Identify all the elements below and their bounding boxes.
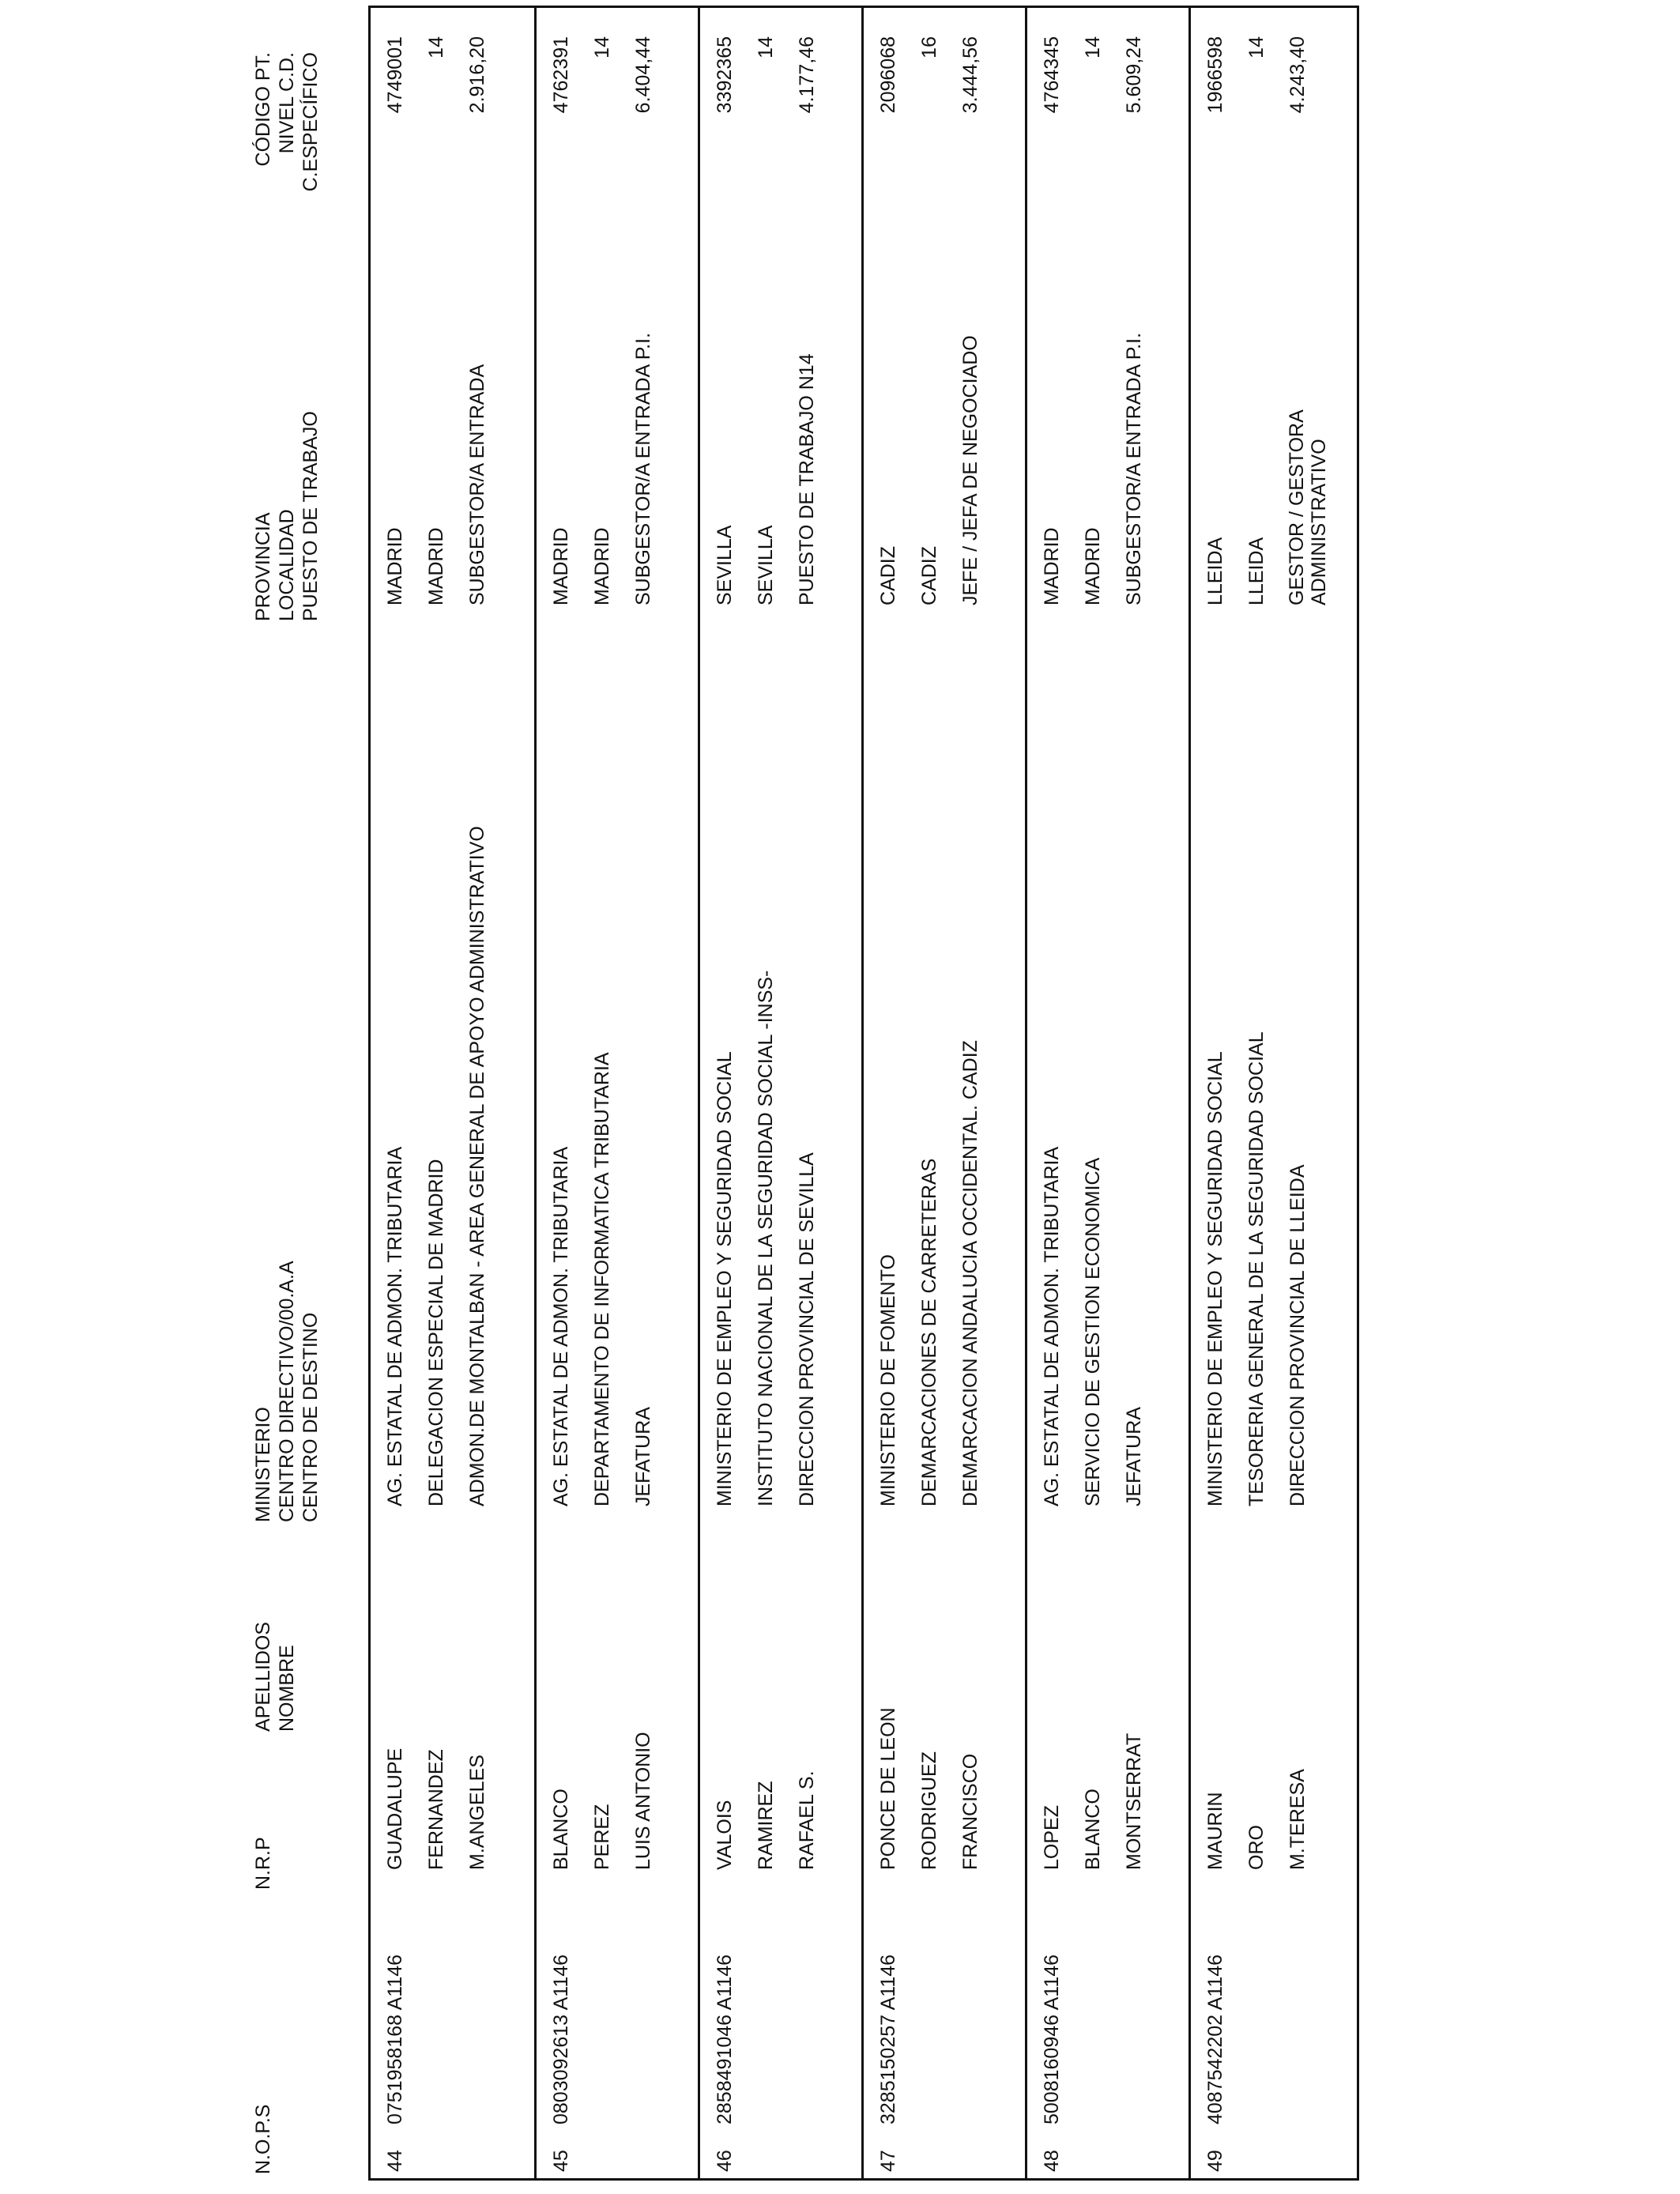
codigo-pt: 1966598 bbox=[1204, 36, 1226, 114]
header-especifico-label: C.ESPECÍFICO bbox=[299, 52, 322, 192]
puesto: JEFE / JEFA DE NEGOCIADO bbox=[959, 335, 981, 605]
provincia: LLEIDA bbox=[1204, 537, 1226, 605]
apellido-2: RAMIREZ bbox=[755, 1781, 777, 1870]
data-table bbox=[368, 6, 1359, 2181]
provincia: MADRID bbox=[384, 527, 406, 605]
row-number: 48 bbox=[1041, 2150, 1063, 2172]
apellido-2: ORO bbox=[1245, 1825, 1268, 1870]
centro-destino: DEMARCACION ANDALUCIA OCCIDENTAL. CADIZ bbox=[959, 1040, 981, 1506]
apellido-1: PONCE DE LEON bbox=[877, 1707, 899, 1870]
localidad: CADIZ bbox=[918, 546, 940, 605]
nombre: RAFAEL S. bbox=[796, 1770, 818, 1870]
localidad: MADRID bbox=[1082, 527, 1104, 605]
header-nivel-label: NIVEL C.D. bbox=[276, 52, 298, 154]
centro-destino: DIRECCION PROVINCIAL DE LLEIDA bbox=[1286, 1164, 1309, 1506]
header-nrp bbox=[251, 1837, 275, 1890]
header-codigo-label: CÓDIGO PT. bbox=[252, 52, 274, 167]
centro-destino: JEFATURA bbox=[632, 1407, 654, 1506]
apellido-1: VALOIS bbox=[714, 1800, 736, 1870]
centro-directivo: DEPARTAMENTO DE INFORMATICA TRIBUTARIA bbox=[591, 1052, 613, 1506]
table-row bbox=[371, 8, 534, 2178]
nrp-value: 3285150257 A1146 bbox=[877, 1954, 899, 2124]
nrp-value: 5008160946 A1146 bbox=[1041, 1954, 1063, 2124]
puesto: SUBGESTOR/A ENTRADA P.I. bbox=[632, 332, 654, 605]
row-number: 44 bbox=[384, 2150, 406, 2172]
centro-directivo: TESORERIA GENERAL DE LA SEGURIDAD SOCIAL bbox=[1245, 1031, 1268, 1506]
complemento-especifico: 4.243,40 bbox=[1286, 36, 1309, 114]
puesto: SUBGESTOR/A ENTRADA P.I. bbox=[1123, 332, 1145, 605]
centro-destino: DIRECCION PROVINCIAL DE SEVILLA bbox=[796, 1152, 818, 1506]
header-centro-destino-label: CENTRO DE DESTINO bbox=[299, 1312, 322, 1522]
centro-directivo: INSTITUTO NACIONAL DE LA SEGURIDAD SOCIAL -INSS- bbox=[755, 970, 777, 1506]
provincia: MADRID bbox=[550, 527, 572, 605]
centro-destino: JEFATURA bbox=[1123, 1407, 1145, 1506]
apellido-2: FERNANDEZ bbox=[425, 1749, 447, 1870]
localidad: SEVILLA bbox=[755, 525, 777, 605]
header-provincia-label: PROVINCIA bbox=[252, 512, 274, 621]
puesto: SUBGESTOR/A ENTRADA bbox=[466, 364, 488, 605]
codigo-pt: 4764345 bbox=[1041, 36, 1063, 114]
nrp-value: 2858491046 A1146 bbox=[714, 1954, 736, 2124]
provincia: MADRID bbox=[1041, 527, 1063, 605]
localidad: LLEIDA bbox=[1245, 537, 1268, 605]
header-codigo-nivel bbox=[251, 52, 322, 218]
codigo-pt: 4762391 bbox=[550, 36, 572, 114]
header-apellidos-nombre bbox=[251, 1622, 299, 1732]
centro-directivo: DELEGACION ESPECIAL DE MADRID bbox=[425, 1159, 447, 1506]
complemento-especifico: 4.177,46 bbox=[796, 36, 818, 114]
header-provincia-puesto bbox=[251, 411, 322, 621]
provincia: CADIZ bbox=[877, 546, 899, 605]
complemento-especifico: 2.916,20 bbox=[466, 36, 488, 114]
ministerio: AG. ESTATAL DE ADMON. TRIBUTARIA bbox=[1041, 1146, 1063, 1506]
row-number: 46 bbox=[714, 2150, 736, 2172]
row-number: 49 bbox=[1204, 2150, 1226, 2172]
apellido-1: GUADALUPE bbox=[384, 1747, 406, 1870]
apellido-2: BLANCO bbox=[1082, 1789, 1104, 1870]
header-puesto-label: PUESTO DE TRABAJO bbox=[299, 411, 322, 621]
nivel-cd: 14 bbox=[591, 36, 613, 58]
localidad: MADRID bbox=[591, 527, 613, 605]
codigo-pt: 4749001 bbox=[384, 36, 406, 114]
puesto-line-2: ADMINISTRATIVO bbox=[1308, 439, 1330, 605]
header-nrp-label: N.R.P bbox=[252, 1837, 274, 1890]
table-row bbox=[698, 8, 861, 2178]
ministerio: AG. ESTATAL DE ADMON. TRIBUTARIA bbox=[550, 1146, 572, 1506]
ministerio: MINISTERIO DE EMPLEO Y SEGURIDAD SOCIAL bbox=[1204, 1051, 1226, 1506]
puesto-line-1: GESTOR / GESTORA bbox=[1286, 409, 1308, 605]
localidad: MADRID bbox=[425, 527, 447, 605]
row-number: 47 bbox=[877, 2150, 899, 2172]
provincia: SEVILLA bbox=[714, 525, 736, 605]
header-ministerio-label: MINISTERIO bbox=[252, 1407, 274, 1522]
nivel-cd: 14 bbox=[1245, 36, 1268, 58]
nivel-cd: 14 bbox=[1082, 36, 1104, 58]
apellido-1: LOPEZ bbox=[1041, 1805, 1063, 1870]
table-row bbox=[534, 8, 698, 2178]
table-row bbox=[1188, 8, 1357, 2178]
nivel-cd: 14 bbox=[755, 36, 777, 58]
ministerio: AG. ESTATAL DE ADMON. TRIBUTARIA bbox=[384, 1146, 406, 1506]
ministerio: MINISTERIO DE FOMENTO bbox=[877, 1254, 899, 1506]
row-number: 45 bbox=[550, 2150, 572, 2172]
nivel-cd: 16 bbox=[918, 36, 940, 58]
nivel-cd: 14 bbox=[425, 36, 447, 58]
nombre: M.ANGELES bbox=[466, 1755, 488, 1870]
ministerio: MINISTERIO DE EMPLEO Y SEGURIDAD SOCIAL bbox=[714, 1051, 736, 1506]
centro-destino: ADMON.DE MONTALBAN - AREA GENERAL DE APOYO ADMINISTRATIVO bbox=[466, 826, 488, 1506]
puesto bbox=[1286, 409, 1330, 605]
table-row bbox=[861, 8, 1025, 2178]
apellido-1: BLANCO bbox=[550, 1789, 572, 1870]
header-ministerio-centro bbox=[251, 1261, 322, 1522]
nombre: FRANCISCO bbox=[959, 1753, 981, 1870]
nombre: M.TERESA bbox=[1286, 1769, 1309, 1870]
nrp-value: 4087542202 A1146 bbox=[1204, 1954, 1226, 2124]
apellido-2: RODRIGUEZ bbox=[918, 1751, 940, 1870]
header-nops-label: N.O.P.S bbox=[252, 2104, 274, 2174]
nrp-value: 0751958168 A1146 bbox=[384, 1954, 406, 2124]
complemento-especifico: 6.404,44 bbox=[632, 36, 654, 114]
centro-directivo: DEMARCACIONES DE CARRETERAS bbox=[918, 1158, 940, 1506]
header-nombre-label: NOMBRE bbox=[276, 1645, 298, 1732]
nombre: MONTSERRAT bbox=[1123, 1732, 1145, 1870]
header-apellidos-label: APELLIDOS bbox=[252, 1622, 274, 1732]
apellido-1: MAURIN bbox=[1204, 1792, 1226, 1870]
complemento-especifico: 3.444,56 bbox=[959, 36, 981, 114]
codigo-pt: 3392365 bbox=[714, 36, 736, 114]
nombre: LUIS ANTONIO bbox=[632, 1732, 654, 1870]
puesto: PUESTO DE TRABAJO N14 bbox=[796, 353, 818, 605]
header-centro-directivo-label: CENTRO DIRECTIVO/00.A.A bbox=[276, 1261, 298, 1522]
table-row bbox=[1025, 8, 1188, 2178]
complemento-especifico: 5.609,24 bbox=[1123, 36, 1145, 114]
nrp-value: 0803092613 A1146 bbox=[550, 1954, 572, 2124]
header-nops bbox=[251, 2105, 275, 2174]
apellido-2: PEREZ bbox=[591, 1804, 613, 1870]
codigo-pt: 2096068 bbox=[877, 36, 899, 114]
header-localidad-label: LOCALIDAD bbox=[276, 509, 298, 621]
centro-directivo: SERVICIO DE GESTION ECONOMICA bbox=[1082, 1157, 1104, 1506]
